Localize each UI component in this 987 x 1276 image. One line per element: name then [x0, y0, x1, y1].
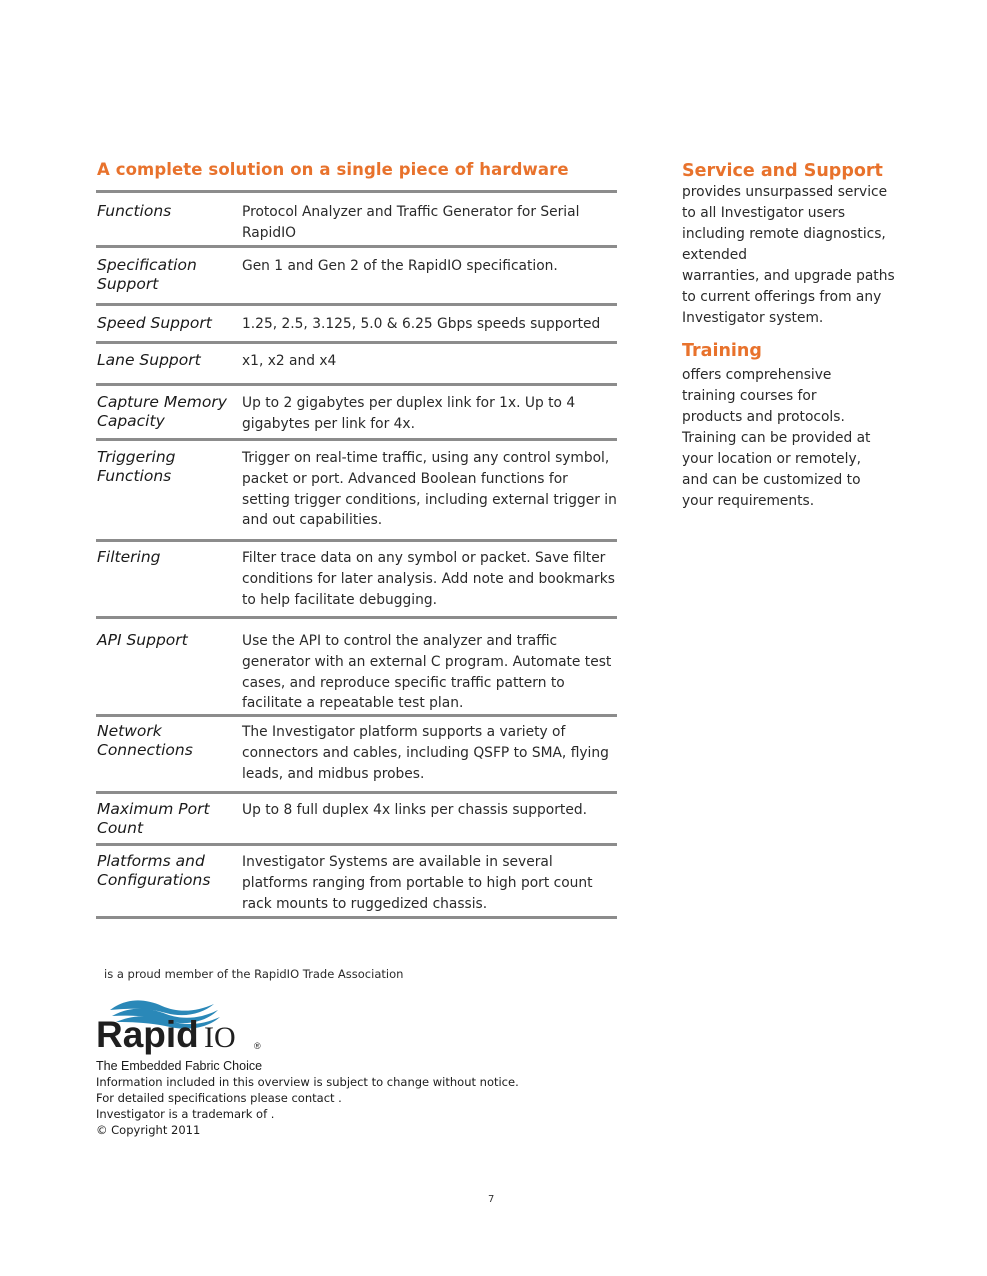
table-row	[96, 618, 617, 716]
training-body: offers comprehensive training courses for products and protocols. Training can be provided at your location or remotely, and can be customized to your requirements.	[682, 367, 871, 509]
table-row	[96, 541, 617, 618]
table-row	[96, 247, 617, 305]
spec-table	[96, 190, 617, 919]
table-row	[96, 343, 617, 385]
footer-trademark: Investigator is a trademark of .	[96, 1107, 275, 1121]
table-row	[96, 793, 617, 845]
table-row	[96, 845, 617, 918]
row-label: Platforms and Configurations	[97, 852, 211, 890]
table-row	[96, 385, 617, 440]
row-label: Triggering Functions	[97, 448, 176, 485]
row-label: Lane Support	[97, 351, 201, 369]
row-label: Capture Memory Capacity	[97, 393, 227, 430]
row-label: API Support	[97, 631, 188, 649]
training-title: Training	[682, 341, 762, 361]
logo-io: IO	[204, 1021, 236, 1054]
footer-copyright: © Copyright 2011	[96, 1123, 201, 1137]
row-description: x1, x2 and x4	[242, 353, 337, 369]
row-description: 1.25, 2.5, 3.125, 5.0 & 6.25 Gbps speeds supported	[242, 316, 601, 332]
registered-mark: ®	[254, 1041, 261, 1051]
row-description: Protocol Analyzer and Traffic Generator for Serial RapidIO	[242, 204, 580, 241]
row-label: Network Connections	[97, 722, 193, 760]
row-description: Trigger on real-time traffic, using any control symbol, packet or port. Advanced Boolean functions for setting trigger conditions, including external trigger in and out capabilities.	[242, 450, 617, 529]
row-description: Use the API to control the analyzer and traffic generator with an external C program. Automate test cases, and reproduce specific traffic pattern to facilitate a repeatable test plan.	[242, 633, 612, 712]
service-support-body: provides unsurpassed service to all Investigator users including remote diagnostics, extended warranties, and upgrade paths to current offerings from any Investigator system.	[682, 184, 895, 326]
row-description: Filter trace data on any symbol or packet. Save filter conditions for later analysis. Add note and bookmarks to help facilitate debugging.	[242, 550, 615, 608]
row-description: Up to 2 gigabytes per duplex link for 1x. Up to 4 gigabytes per link for 4x.	[242, 395, 576, 432]
row-description: Investigator Systems are available in several platforms ranging from portable to high port count rack mounts to ruggedized chassis.	[242, 854, 593, 912]
row-label: Specification Support	[97, 256, 197, 293]
section-heading: A complete solution on a single piece of hardware	[97, 160, 569, 179]
footer-contact: For detailed specifications please contact .	[96, 1091, 342, 1105]
logo-wordmark: Rapid	[96, 1014, 199, 1055]
row-label: Functions	[97, 202, 172, 220]
page-number: 7	[488, 1194, 495, 1205]
table-row	[96, 440, 617, 541]
rapidio-logo	[96, 996, 276, 1056]
footer-notice: Information included in this overview is subject to change without notice.	[96, 1075, 519, 1089]
row-label: Speed Support	[97, 314, 212, 332]
row-description: Gen 1 and Gen 2 of the RapidIO specification.	[242, 258, 558, 274]
footer	[96, 1058, 519, 1138]
row-label: Maximum Port Count	[97, 800, 210, 838]
row-label: Filtering	[97, 548, 161, 566]
table-row	[96, 192, 617, 247]
table-row	[96, 305, 617, 343]
sidebar	[682, 160, 912, 512]
row-description: The Investigator platform supports a variety of connectors and cables, including QSFP to SMA, flying leads, and midbus probes.	[242, 724, 609, 782]
row-description: Up to 8 full duplex 4x links per chassis supported.	[242, 802, 587, 819]
service-support-title: Service and Support	[682, 161, 883, 181]
table-row	[96, 716, 617, 793]
logo-tagline: The Embedded Fabric Choice	[96, 1059, 263, 1073]
member-statement: is a proud member of the RapidIO Trade Association	[104, 967, 404, 981]
